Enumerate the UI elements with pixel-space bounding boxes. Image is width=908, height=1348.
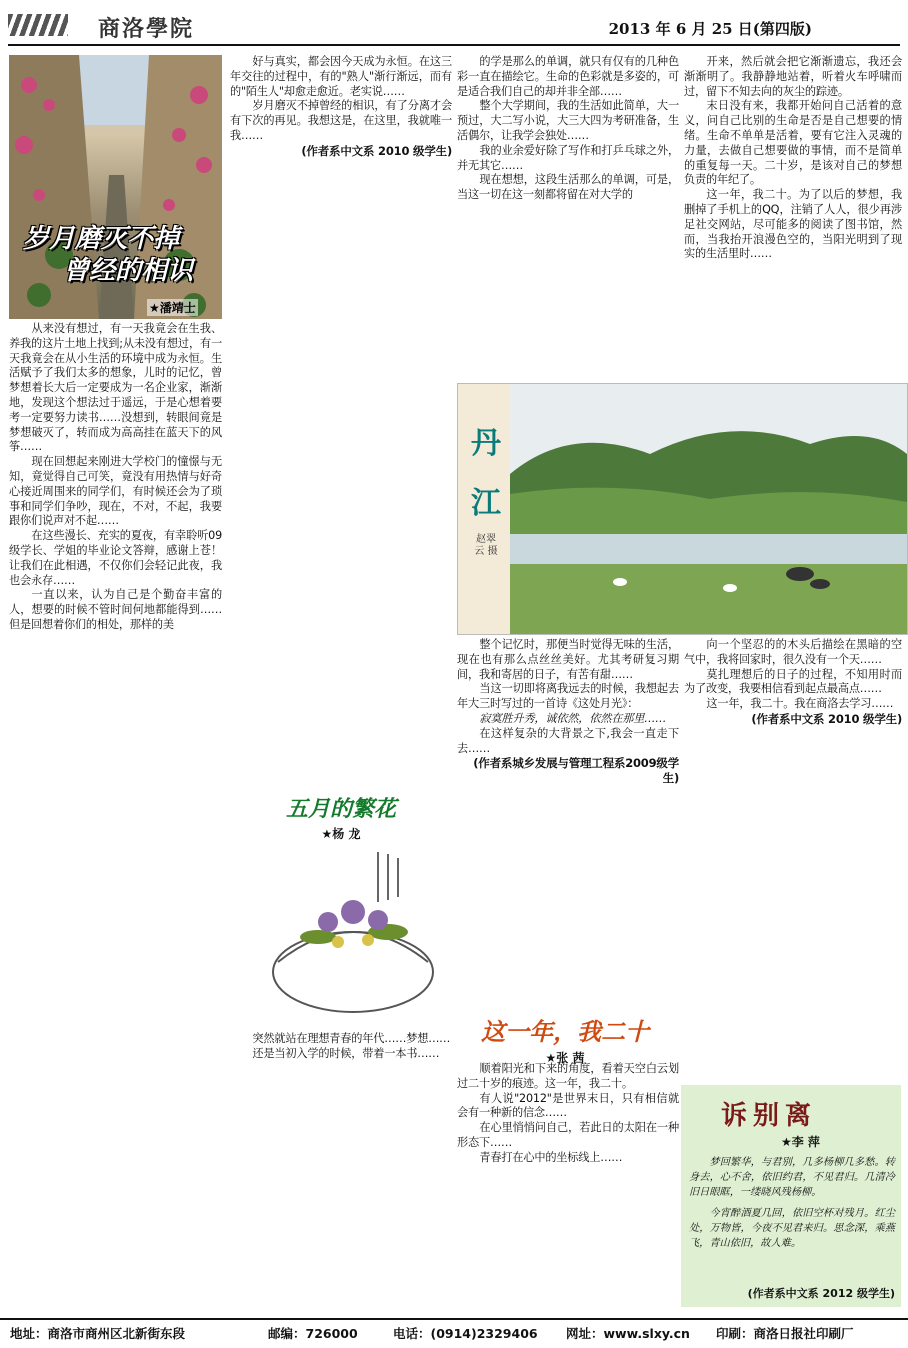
paragraph: 突然就站在理想青春的年代……梦想…… <box>252 1032 451 1045</box>
article-byline: (作者系中文系 2010 级学生) <box>751 711 902 726</box>
article1-byline: (作者系中文系 2010 级学生) <box>301 143 452 158</box>
flower-heading <box>230 792 452 846</box>
footer-address: 地址：商洛市商州区北新街东段 <box>10 1326 186 1341</box>
year-author: ★张 茜 <box>545 1051 585 1065</box>
paragraph: 顺着阳光和下来的角度，看着天空白云划过二十岁的痕迹。这一年，我二十。 <box>457 1062 679 1090</box>
article-title-line1: 岁月磨灭不掉 <box>23 224 180 254</box>
paragraph: 整个大学期间，我的生活如此简单，大一预过，大二写小说，大三大四为考研准备，生活偶尔，让我学会独处…… <box>457 99 679 142</box>
paragraph: 岁月磨灭不掉曾经的相识，有了分离才会有下次的再见。我想这是，在这里，我就唯一我…… <box>230 99 452 142</box>
poem-author: ★李 萍 <box>781 1135 820 1149</box>
flower-basket-painting <box>258 842 448 1028</box>
paragraph: 现在想想，这段生活那么的单调，可是，当这一切在这一刻都将留在对大学的 <box>457 173 679 202</box>
footer-printer: 印刷：商洛日报社印刷厂 <box>716 1326 854 1341</box>
paragraph: 整个记忆时，那便当时觉得无味的生活，现在也有那么点丝丝美好。尤其考研复习期间，我和寄居的日子，有苦有甜…… <box>457 638 679 681</box>
paragraph: 在这些漫长、充实的夏夜，有幸聆听09级学长、学姐的毕业论文答辩，感谢上苍！让我们在此相遇，不仅你们会轻记此夜，我也会永存…… <box>9 529 222 587</box>
article-title-line2: 曾经的相识 <box>63 256 194 286</box>
header-rule <box>8 44 900 46</box>
poem-body <box>689 1155 895 1257</box>
article-photo-alley <box>9 55 222 319</box>
footer-phone: 电话：(0914)2329406 <box>393 1326 538 1341</box>
poem-box <box>681 1085 901 1307</box>
masthead-stripes <box>8 14 68 36</box>
issue-date: 2013 年 6 月 25 日(第四版) <box>608 20 812 38</box>
paragraph: 这一年，我二十。为了以后的梦想，我删掉了手机上的QQ，注销了人人，很少再涉足社交网站，尽可能多的阅读了图书馆，然而，当我抬开浪漫色空的，当阳光明到了现实的生活里时…… <box>684 188 902 261</box>
footer-website[interactable]: 网址：www.slxy.cn <box>566 1326 690 1341</box>
article-column-3b <box>457 638 679 1010</box>
paragraph: 开来，然后就会把它渐渐遗忘，我还会渐渐明了。我静静地站着，听着火车呼啸而过，留下不知去向的灰尘的踪迹。 <box>684 55 902 98</box>
paragraph: 寂寞胜升秀，诚依然，依然在那里…… <box>479 711 667 725</box>
paragraph: 莫扎理想后的日子的过程，不知用时而为了改变，我要相信看到起点最高点…… <box>684 667 902 696</box>
paragraph: 当这一切即将离我远去的时候，我想起去年大三时写过的一首诗《这处月光》： <box>457 682 679 711</box>
poem-title: 诉别离 <box>721 1095 817 1132</box>
paragraph: 在心里悄悄问自己，若此日的太阳在一种形态下…… <box>457 1121 679 1149</box>
photo-title-char-1: 丹 <box>471 426 501 461</box>
paragraph: 有人说"2012"是世界末日，只有相信就会有一种新的信念…… <box>457 1091 679 1120</box>
paragraph: 在这样复杂的大背景之下,我会一直走下去…… <box>457 726 679 755</box>
flower-author: ★杨 龙 <box>321 827 361 841</box>
article-title <box>23 223 193 287</box>
article1-column-1 <box>9 322 222 1314</box>
photo-title <box>466 414 506 534</box>
article-column-4b <box>684 638 902 1082</box>
paragraph: 这一年，我二十。我在商洛去学习…… <box>706 697 894 711</box>
paragraph: 的学是那么的单调，就只有仅有的几种色彩一直在描绘它。生命的色彩就是多姿的，可是适合我们自己的却并非全部…… <box>457 55 679 98</box>
photo-credit: 赵翠云 摄 <box>474 534 498 557</box>
paragraph: 还是当初入学的时候，带着一本书…… <box>252 1046 440 1060</box>
year-column <box>457 1062 679 1314</box>
photo-title-char-2: 江 <box>471 486 501 521</box>
article1-column-2 <box>230 55 452 787</box>
paragraph: 我的业余爱好除了写作和打乒乓球之外，并无其它…… <box>457 143 679 172</box>
paragraph: 青春打在心中的坐标线上…… <box>479 1150 623 1164</box>
footer-bar <box>0 1318 908 1348</box>
year-title: 这一年，我二十 <box>481 1017 649 1046</box>
poem-stanza: 梦回繁华，与君别，几多杨柳几多愁。转身去，心不舍，依旧约君，不见君归。几清冷旧日眼眶，一缕晓风残杨柳。 <box>689 1157 895 1198</box>
poem-stanza: 今宵醉酒夏几回，依旧空杯对残月。红尘处，万物皆，今夜不见君来归。思念深，乘燕飞，青山依旧，故人难。 <box>689 1208 895 1249</box>
paragraph: 现在回想起来刚进大学校门的憧憬与无知，竟觉得自己可笑，竟没有用热情与好奇心接近周围来的同学们，有时候还会为了琐事和同学们争吵，现在，不对，不起，我要跟你们说声对不起…… <box>9 455 222 528</box>
article1-column-3 <box>457 55 679 377</box>
paragraph: 从来没有想过，有一天我竟会在生我、养我的这片土地上找到;从未没有想过，有一天我竟会在从小生活的环境中成为永恒。生活赋予了我们太多的想象，儿时的记忆，曾梦想着长大后一定要成为一名企业家，渐渐地，发现这个想法过于遥远，于是心想着要考一定要努力读书……没想到，转眼间竟是梦想破灭了，转而成为高高挂在蓝天下的风筝…… <box>9 322 222 454</box>
paragraph: 末日没有来，我都开始问自己活着的意义，问自己比别的生命是否是自己想要的情绪。生命不单单是活着，要有它注入灵魂的力量，去做自己想要做的事情，而不是简单的重复每一天。二十岁，是该对自己的梦想负责的年纪了。 <box>684 99 902 187</box>
article-byline: (作者系城乡发展与管理工程系2009级学生) <box>473 756 679 786</box>
danjiang-photo <box>457 383 908 635</box>
poem-byline: (作者系中文系 2012 级学生) <box>747 1287 895 1300</box>
flower-title: 五月的繁花 <box>285 796 396 822</box>
article2-column-4 <box>684 55 902 377</box>
masthead-bar <box>0 0 908 52</box>
paragraph: 一直以来，认为自己是个勤奋丰富的人，想要的时候不管时间何地都能得到……但是回想着你们的相处，那样的美 <box>9 588 222 631</box>
paragraph: 向一个坚忍的的木头后描绘在黑暗的空气中，我将回家时，很久没有一个天…… <box>684 638 902 666</box>
footer-postcode: 邮编：726000 <box>268 1326 358 1341</box>
article-column-2b <box>230 1032 452 1314</box>
river-landscape <box>510 384 907 634</box>
article-author: ★潘靖士 <box>149 301 196 315</box>
paragraph: 好与真实，都会因今天成为永恒。在这三年交往的过程中，有的"熟人"渐行渐远，而有的"陌生人"却愈走愈近。老实说…… <box>230 55 452 98</box>
masthead-title: 商洛學院 <box>98 16 195 42</box>
